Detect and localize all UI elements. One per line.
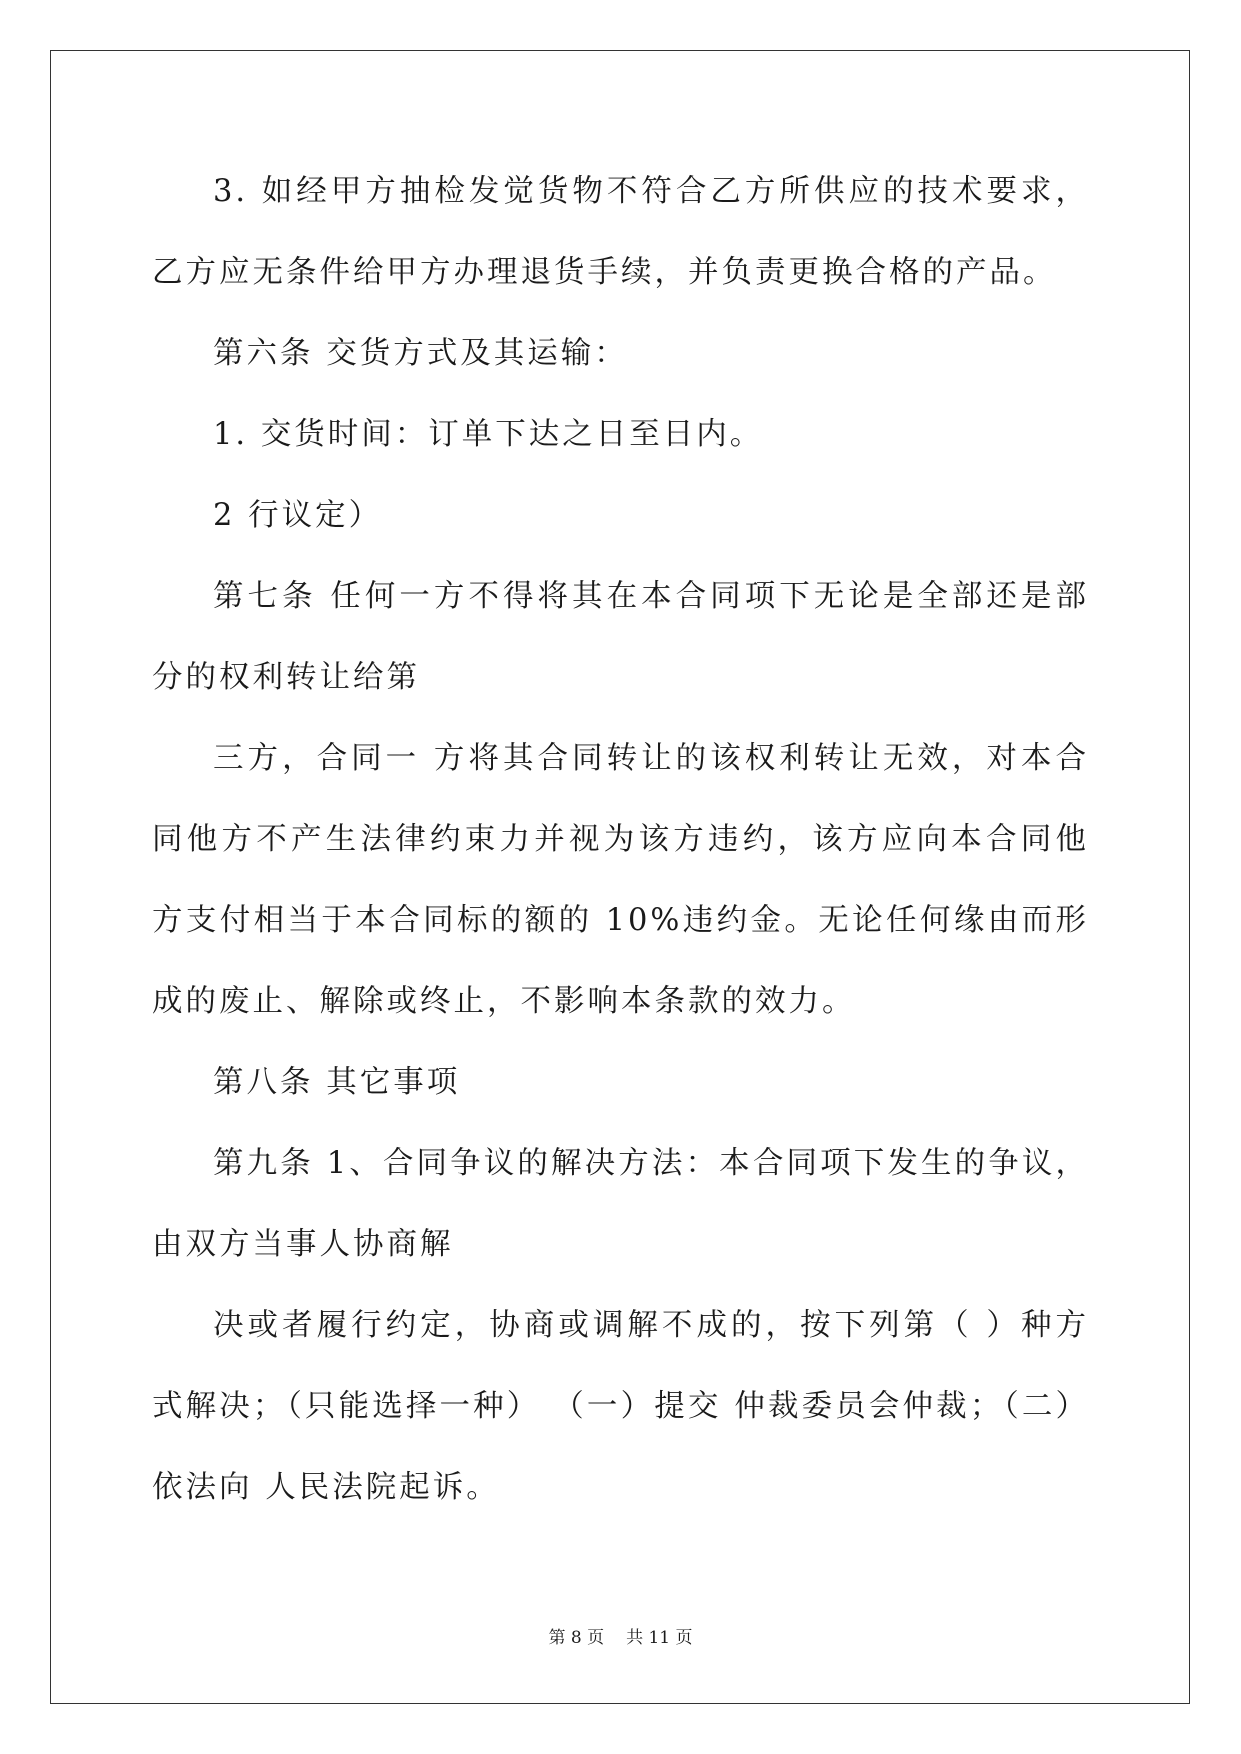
paragraph-article-7: 第七条 任何一方不得将其在本合同项下无论是全部还是部分的权利转让给第 <box>152 579 1089 695</box>
paragraph-delivery-agreement: 2 行议定） <box>213 498 383 533</box>
paragraph-article-7-continued: 三方，合同一 方将其合同转让的该权利转让无效，对本合同他方不产生法律约束力并视为该方违约，该方应向本合同他方支付相当于本合同标的额的 10%违约金。无论任何缘由而形成的废止、解除或终止，不影响本条款的效力。 <box>152 741 1089 1019</box>
page-number: 第 8 页 <box>548 1628 605 1648</box>
paragraph-inspection-clause: 3. 如经甲方抽检发觉货物不符合乙方所供应的技术要求，乙方应无条件给甲方办理退货手续，并负责更换合格的产品。 <box>152 174 1089 290</box>
paragraph-delivery-time: 1. 交货时间：订单下达之日至日内。 <box>213 417 764 452</box>
paragraph-dispute-resolution: 决或者履行约定，协商或调解不成的，按下列第（ ）种方式解决；（只能选择一种） （一）提交 仲裁委员会仲裁；（二）依法向 人民法院起诉。 <box>152 1308 1089 1505</box>
page-footer <box>0 1626 1241 1650</box>
paragraph-article-9: 第九条 1、合同争议的解决方法：本合同项下发生的争议，由双方当事人协商解 <box>152 1146 1089 1262</box>
document-body <box>152 151 1089 1528</box>
page-total: 共 11 页 <box>626 1628 693 1648</box>
paragraph-article-6-heading: 第六条 交货方式及其运输： <box>213 336 628 371</box>
paragraph-article-8-heading: 第八条 其它事项 <box>213 1065 461 1100</box>
